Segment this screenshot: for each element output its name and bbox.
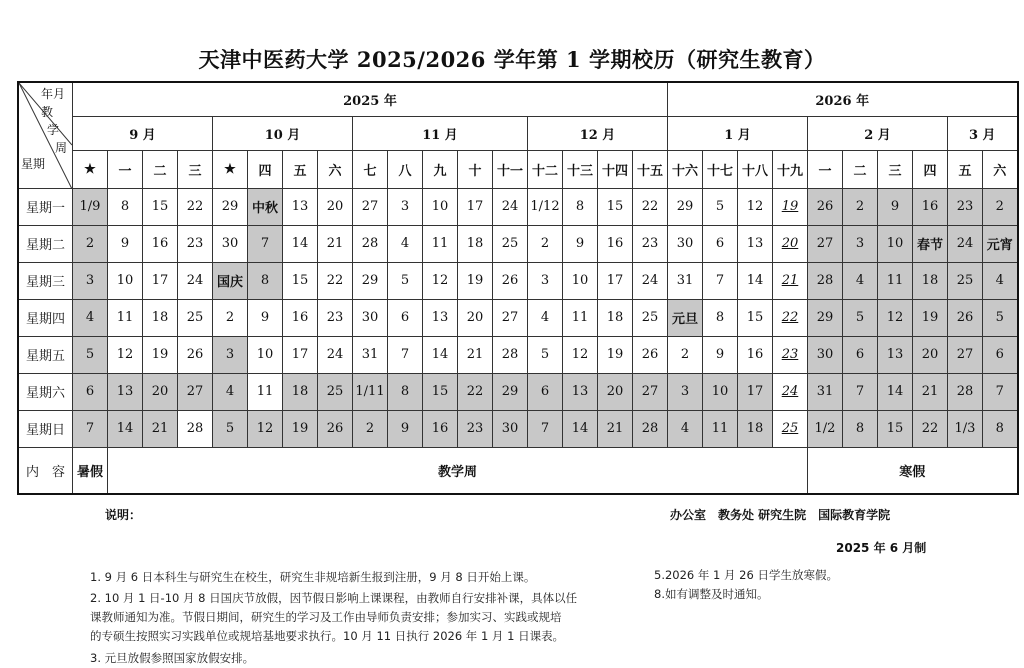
week-header: ★ [213, 150, 248, 188]
note-3: 3. 元旦放假参照国家放假安排。 [90, 651, 255, 665]
calendar-day: 21 [773, 262, 808, 299]
calendar-day: 27 [353, 188, 388, 225]
month-mar: 3 月 [948, 116, 1018, 150]
calendar-day: 21 [913, 373, 948, 410]
calendar-day: 14 [108, 410, 143, 447]
corner-header [18, 82, 73, 188]
corner-jiao: 教 [41, 105, 54, 119]
calendar-day: 4 [73, 299, 108, 336]
calendar-day: 26 [318, 410, 353, 447]
calendar-day: 21 [598, 410, 633, 447]
calendar-day: 2 [528, 225, 563, 262]
week-header: 三 [178, 150, 213, 188]
week-header: 六 [318, 150, 353, 188]
week-header: 八 [388, 150, 423, 188]
note-2: 2. 10 月 1 日-10 月 8 日国庆节放假，因节假日影响上课课程，由教师自行安排补课，具体以任 [90, 591, 578, 605]
page-title: 天津中医药大学 2025/2026 学年第 1 学期校历（研究生教育） [198, 47, 826, 72]
corner-xue: 学 [47, 123, 60, 137]
calendar-day: 22 [318, 262, 353, 299]
note-5: 5.2026 年 1 月 26 日学生放寒假。 [654, 568, 838, 582]
calendar-day: 24 [178, 262, 213, 299]
calendar-day: 25 [493, 225, 528, 262]
calendar-day: 8 [563, 188, 598, 225]
calendar-day: 21 [143, 410, 178, 447]
calendar-day: 17 [458, 188, 493, 225]
calendar-day: 3 [388, 188, 423, 225]
calendar-day: 19 [913, 299, 948, 336]
calendar-day: 19 [458, 262, 493, 299]
calendar-day: 5 [983, 299, 1018, 336]
calendar-day: 春节 [913, 225, 948, 262]
calendar-day: 16 [283, 299, 318, 336]
calendar-day: 14 [563, 410, 598, 447]
corner-zhou: 周 [55, 141, 68, 155]
month-dec: 12 月 [528, 116, 668, 150]
calendar-day: 10 [563, 262, 598, 299]
calendar-day: 29 [493, 373, 528, 410]
week-header: 十四 [598, 150, 633, 188]
calendar-day: 24 [948, 225, 983, 262]
calendar-day: 5 [73, 336, 108, 373]
calendar-day: 16 [913, 188, 948, 225]
calendar-day: 25 [178, 299, 213, 336]
calendar-day: 14 [283, 225, 318, 262]
weekday-label: 星期三 [18, 262, 73, 299]
week-header: 十七 [703, 150, 738, 188]
calendar-day: 24 [493, 188, 528, 225]
calendar-day: 23 [458, 410, 493, 447]
calendar-day: 9 [703, 336, 738, 373]
calendar-day: 25 [773, 410, 808, 447]
calendar-day: 11 [248, 373, 283, 410]
calendar-day: 4 [983, 262, 1018, 299]
week-header: 三 [878, 150, 913, 188]
corner-weekday: 星期 [21, 157, 46, 171]
year-2026: 2026 年 [668, 82, 1018, 116]
calendar-day: 23 [633, 225, 668, 262]
calendar-day: 20 [458, 299, 493, 336]
calendar-day: 31 [353, 336, 388, 373]
week-header: 一 [108, 150, 143, 188]
calendar-day: 8 [843, 410, 878, 447]
calendar-day: 29 [213, 188, 248, 225]
calendar-day: 14 [738, 262, 773, 299]
calendar-day: 24 [318, 336, 353, 373]
winter-break: 寒假 [808, 447, 1018, 494]
calendar-day: 10 [423, 188, 458, 225]
calendar-day: 19 [143, 336, 178, 373]
calendar-day: 元旦 [668, 299, 703, 336]
calendar-day: 27 [948, 336, 983, 373]
calendar-day: 5 [843, 299, 878, 336]
calendar-day: 2 [353, 410, 388, 447]
calendar-day: 15 [598, 188, 633, 225]
calendar-day: 7 [248, 225, 283, 262]
calendar-day: 27 [808, 225, 843, 262]
calendar-day: 9 [563, 225, 598, 262]
calendar-day: 中秋 [248, 188, 283, 225]
calendar-day: 16 [143, 225, 178, 262]
weekday-label: 星期日 [18, 410, 73, 447]
calendar-day: 26 [948, 299, 983, 336]
year-2025: 2025 年 [73, 82, 668, 116]
calendar-day: 12 [738, 188, 773, 225]
calendar-day: 2 [843, 188, 878, 225]
week-header: 十九 [773, 150, 808, 188]
calendar-day: 2 [668, 336, 703, 373]
calendar-day: 17 [598, 262, 633, 299]
calendar-day: 10 [248, 336, 283, 373]
calendar-day: 22 [913, 410, 948, 447]
calendar-day: 2 [73, 225, 108, 262]
calendar-day: 23 [178, 225, 213, 262]
calendar-day: 9 [248, 299, 283, 336]
calendar-day: 1/3 [948, 410, 983, 447]
week-header: ★ [73, 150, 108, 188]
calendar-day: 10 [703, 373, 738, 410]
week-header: 十八 [738, 150, 773, 188]
notes-right [654, 566, 954, 604]
calendar-day: 11 [423, 225, 458, 262]
issue-date: 2025 年 6 月制 [836, 541, 927, 555]
calendar-day: 18 [913, 262, 948, 299]
month-oct: 10 月 [213, 116, 353, 150]
week-header: 二 [843, 150, 878, 188]
calendar-day: 24 [633, 262, 668, 299]
week-header: 一 [808, 150, 843, 188]
calendar-day: 14 [878, 373, 913, 410]
calendar-day: 26 [808, 188, 843, 225]
calendar-day: 13 [738, 225, 773, 262]
weekday-label: 星期五 [18, 336, 73, 373]
calendar-day: 2 [213, 299, 248, 336]
calendar-day: 28 [808, 262, 843, 299]
calendar-day: 8 [108, 188, 143, 225]
calendar-day: 5 [388, 262, 423, 299]
calendar-day: 20 [913, 336, 948, 373]
calendar-day: 10 [108, 262, 143, 299]
calendar-day: 20 [143, 373, 178, 410]
calendar-day: 8 [703, 299, 738, 336]
calendar-day: 18 [598, 299, 633, 336]
calendar-day: 28 [353, 225, 388, 262]
calendar-day: 28 [633, 410, 668, 447]
calendar-day: 15 [423, 373, 458, 410]
calendar-day: 1/9 [73, 188, 108, 225]
calendar-day: 6 [528, 373, 563, 410]
calendar-day: 6 [983, 336, 1018, 373]
week-header: 十五 [633, 150, 668, 188]
calendar-day: 元宵 [983, 225, 1018, 262]
calendar-day: 20 [773, 225, 808, 262]
calendar-day: 5 [213, 410, 248, 447]
calendar-day: 4 [213, 373, 248, 410]
calendar-day: 7 [843, 373, 878, 410]
weekday-label: 星期二 [18, 225, 73, 262]
calendar-day: 13 [283, 188, 318, 225]
week-header: 七 [353, 150, 388, 188]
calendar-day: 6 [703, 225, 738, 262]
month-nov: 11 月 [353, 116, 528, 150]
calendar-day: 27 [633, 373, 668, 410]
calendar-day: 7 [703, 262, 738, 299]
calendar-day: 6 [73, 373, 108, 410]
calendar-day: 8 [388, 373, 423, 410]
calendar-day: 9 [108, 225, 143, 262]
calendar-day: 20 [598, 373, 633, 410]
calendar-day: 13 [108, 373, 143, 410]
weekday-label: 星期四 [18, 299, 73, 336]
month-sep: 9 月 [73, 116, 213, 150]
explain-label: 说明： [105, 508, 142, 522]
calendar-day: 28 [948, 373, 983, 410]
calendar-day: 21 [318, 225, 353, 262]
issuing-offices: 办公室 教务处 研究生院 国际教育学院 [670, 508, 891, 522]
calendar-day: 31 [668, 262, 703, 299]
calendar-day: 7 [983, 373, 1018, 410]
calendar-day: 22 [458, 373, 493, 410]
weekday-label: 星期六 [18, 373, 73, 410]
calendar-day: 1/11 [353, 373, 388, 410]
calendar-day: 26 [493, 262, 528, 299]
note-8: 8.如有调整及时通知。 [654, 587, 769, 601]
calendar-day: 7 [388, 336, 423, 373]
calendar-day: 12 [563, 336, 598, 373]
calendar-day: 16 [598, 225, 633, 262]
content-label: 内 容 [18, 447, 73, 494]
calendar-table [17, 81, 1019, 495]
calendar-day: 6 [388, 299, 423, 336]
calendar-day: 22 [178, 188, 213, 225]
weekday-label: 星期一 [18, 188, 73, 225]
calendar-day: 国庆 [213, 262, 248, 299]
week-header: 四 [248, 150, 283, 188]
calendar-day: 25 [633, 299, 668, 336]
calendar-day: 29 [353, 262, 388, 299]
week-header: 十一 [493, 150, 528, 188]
calendar-day: 5 [703, 188, 738, 225]
calendar-day: 14 [423, 336, 458, 373]
calendar-day: 27 [493, 299, 528, 336]
calendar-day: 15 [738, 299, 773, 336]
calendar-day: 16 [738, 336, 773, 373]
note-2-line2: 课教师通知为准。节假日期间，研究生的学习及工作由导师负责安排；参加实习、实践或规培 [90, 610, 562, 624]
calendar-day: 29 [808, 299, 843, 336]
calendar-day: 18 [458, 225, 493, 262]
calendar-day: 11 [563, 299, 598, 336]
calendar-day: 20 [318, 188, 353, 225]
calendar-day: 19 [283, 410, 318, 447]
calendar-day: 22 [773, 299, 808, 336]
note-1: 1. 9 月 6 日本科生与研究生在校生，研究生非规培新生报到注册，9 月 8 日开始上课。 [90, 570, 536, 584]
calendar-day: 4 [528, 299, 563, 336]
calendar-day: 18 [738, 410, 773, 447]
calendar-day: 6 [843, 336, 878, 373]
calendar-day: 1/12 [528, 188, 563, 225]
calendar-day: 3 [213, 336, 248, 373]
week-header: 二 [143, 150, 178, 188]
calendar-day: 4 [668, 410, 703, 447]
calendar-day: 13 [563, 373, 598, 410]
note-2-line3: 的专硕生按照实习实践单位或规培基地要求执行。10 月 11 日执行 2026 年 1 月 1 日课表。 [90, 629, 565, 643]
calendar-day: 7 [528, 410, 563, 447]
week-header: 十二 [528, 150, 563, 188]
calendar-day: 3 [843, 225, 878, 262]
week-header: 九 [423, 150, 458, 188]
calendar-day: 10 [878, 225, 913, 262]
calendar-day: 11 [703, 410, 738, 447]
calendar-day: 26 [633, 336, 668, 373]
calendar-day: 12 [878, 299, 913, 336]
calendar-day: 15 [143, 188, 178, 225]
calendar-day: 24 [773, 373, 808, 410]
calendar-day: 4 [843, 262, 878, 299]
calendar-day: 22 [633, 188, 668, 225]
notes-left [90, 568, 645, 668]
calendar-day: 30 [668, 225, 703, 262]
calendar-day: 8 [983, 410, 1018, 447]
teaching-weeks: 教学周 [108, 447, 808, 494]
calendar-day: 13 [423, 299, 458, 336]
week-header: 五 [283, 150, 318, 188]
month-feb: 2 月 [808, 116, 948, 150]
calendar-day: 1/2 [808, 410, 843, 447]
calendar-day: 11 [108, 299, 143, 336]
calendar-day: 2 [983, 188, 1018, 225]
summer-break: 暑假 [73, 447, 108, 494]
calendar-day: 17 [738, 373, 773, 410]
calendar-day: 17 [143, 262, 178, 299]
calendar-day: 15 [283, 262, 318, 299]
calendar-day: 16 [423, 410, 458, 447]
calendar-day: 15 [878, 410, 913, 447]
calendar-day: 18 [283, 373, 318, 410]
calendar-day: 31 [808, 373, 843, 410]
calendar-day: 13 [878, 336, 913, 373]
calendar-day: 23 [318, 299, 353, 336]
calendar-day: 28 [493, 336, 528, 373]
calendar-day: 19 [598, 336, 633, 373]
corner-year-month: 年月 [41, 87, 66, 101]
calendar-day: 21 [458, 336, 493, 373]
calendar-day: 27 [178, 373, 213, 410]
calendar-day: 3 [528, 262, 563, 299]
calendar-day: 9 [388, 410, 423, 447]
week-header: 五 [948, 150, 983, 188]
week-header: 四 [913, 150, 948, 188]
calendar-day: 7 [73, 410, 108, 447]
week-header: 六 [983, 150, 1018, 188]
calendar-day: 12 [248, 410, 283, 447]
calendar-day: 5 [528, 336, 563, 373]
calendar-day: 11 [878, 262, 913, 299]
calendar-day: 17 [283, 336, 318, 373]
calendar-day: 30 [493, 410, 528, 447]
week-header: 十 [458, 150, 493, 188]
calendar-day: 30 [353, 299, 388, 336]
calendar-day: 8 [248, 262, 283, 299]
month-jan: 1 月 [668, 116, 808, 150]
calendar-day: 18 [143, 299, 178, 336]
calendar-day: 28 [178, 410, 213, 447]
calendar-day: 26 [178, 336, 213, 373]
calendar-day: 23 [948, 188, 983, 225]
week-header: 十六 [668, 150, 703, 188]
calendar-day: 25 [318, 373, 353, 410]
week-header: 十三 [563, 150, 598, 188]
calendar-day: 12 [423, 262, 458, 299]
calendar-day: 30 [808, 336, 843, 373]
calendar-day: 25 [948, 262, 983, 299]
calendar-day: 29 [668, 188, 703, 225]
calendar-day: 9 [878, 188, 913, 225]
calendar-day: 12 [108, 336, 143, 373]
calendar-day: 3 [73, 262, 108, 299]
calendar-day: 4 [388, 225, 423, 262]
calendar-day: 30 [213, 225, 248, 262]
calendar-day: 3 [668, 373, 703, 410]
calendar-day: 19 [773, 188, 808, 225]
calendar-day: 23 [773, 336, 808, 373]
